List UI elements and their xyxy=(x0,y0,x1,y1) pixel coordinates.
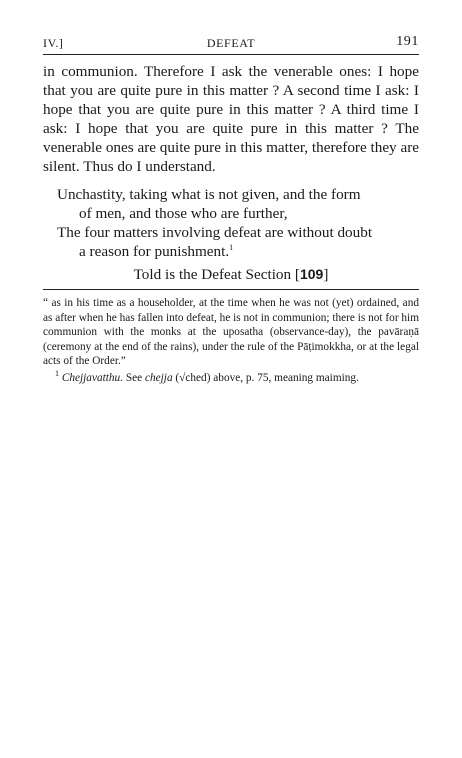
footnote-1-term: Chejjavatthu. xyxy=(61,371,124,384)
header-title: DEFEAT xyxy=(206,36,256,50)
footnotes xyxy=(43,296,419,388)
page-number: 191 xyxy=(396,34,419,49)
colophon-text: Told is the Defeat Section xyxy=(133,266,295,283)
verse-block xyxy=(57,185,419,261)
verse-line-4-text: a reason for punishment. xyxy=(79,243,230,260)
colophon-number: 109 xyxy=(299,266,324,282)
colophon-bracket-open: [ xyxy=(294,266,300,283)
header-section: IV.] xyxy=(43,36,64,50)
verse-line-4 xyxy=(57,242,419,261)
footnote-1-term2: chejja xyxy=(144,371,173,384)
verse-line-1: Unchastity, taking what is not given, and the form xyxy=(57,186,361,203)
running-header xyxy=(43,36,419,54)
paragraph-text: in communion. Therefore I ask the venerable ones: I hope that you are quite pure in this matter ? A second time I ask: I hope that you are quite pure in this matter ? A third time I ask: I hope that you are quite pure in this matter ? The venerable ones are quite pure in this matter, therefore they are silent. Thus do I understand. xyxy=(43,63,419,175)
verse-line-3: The four matters involving defeat are without doubt xyxy=(57,224,373,241)
main-paragraph xyxy=(43,62,419,176)
footnote-1 xyxy=(43,371,419,386)
footnote-1-text-b: (√ched) above, p. 75, meaning maiming. xyxy=(172,371,359,384)
section-colophon xyxy=(43,266,419,284)
footnote-rule xyxy=(43,289,419,290)
footnote-1-mark: 1 xyxy=(55,369,59,379)
footnote-marker: 1 xyxy=(229,242,234,252)
footnote-1-text-a: See xyxy=(123,371,145,384)
footnote-continuation: “ as in his time as a householder, at the time when he was not (yet) ordained, and as after when he has fallen into defeat, he is not in communion; there is not for him communion with the monks at the uposatha (observance-day), the pavāraṇā (ceremony at the end of the rains), under the rule of the Pāṭimokkha, or at the legal acts of the Order.” xyxy=(43,297,419,368)
colophon-bracket-close: ] xyxy=(323,266,329,283)
verse-line-2: of men, and those who are further, xyxy=(79,205,288,222)
header-rule xyxy=(43,54,419,55)
